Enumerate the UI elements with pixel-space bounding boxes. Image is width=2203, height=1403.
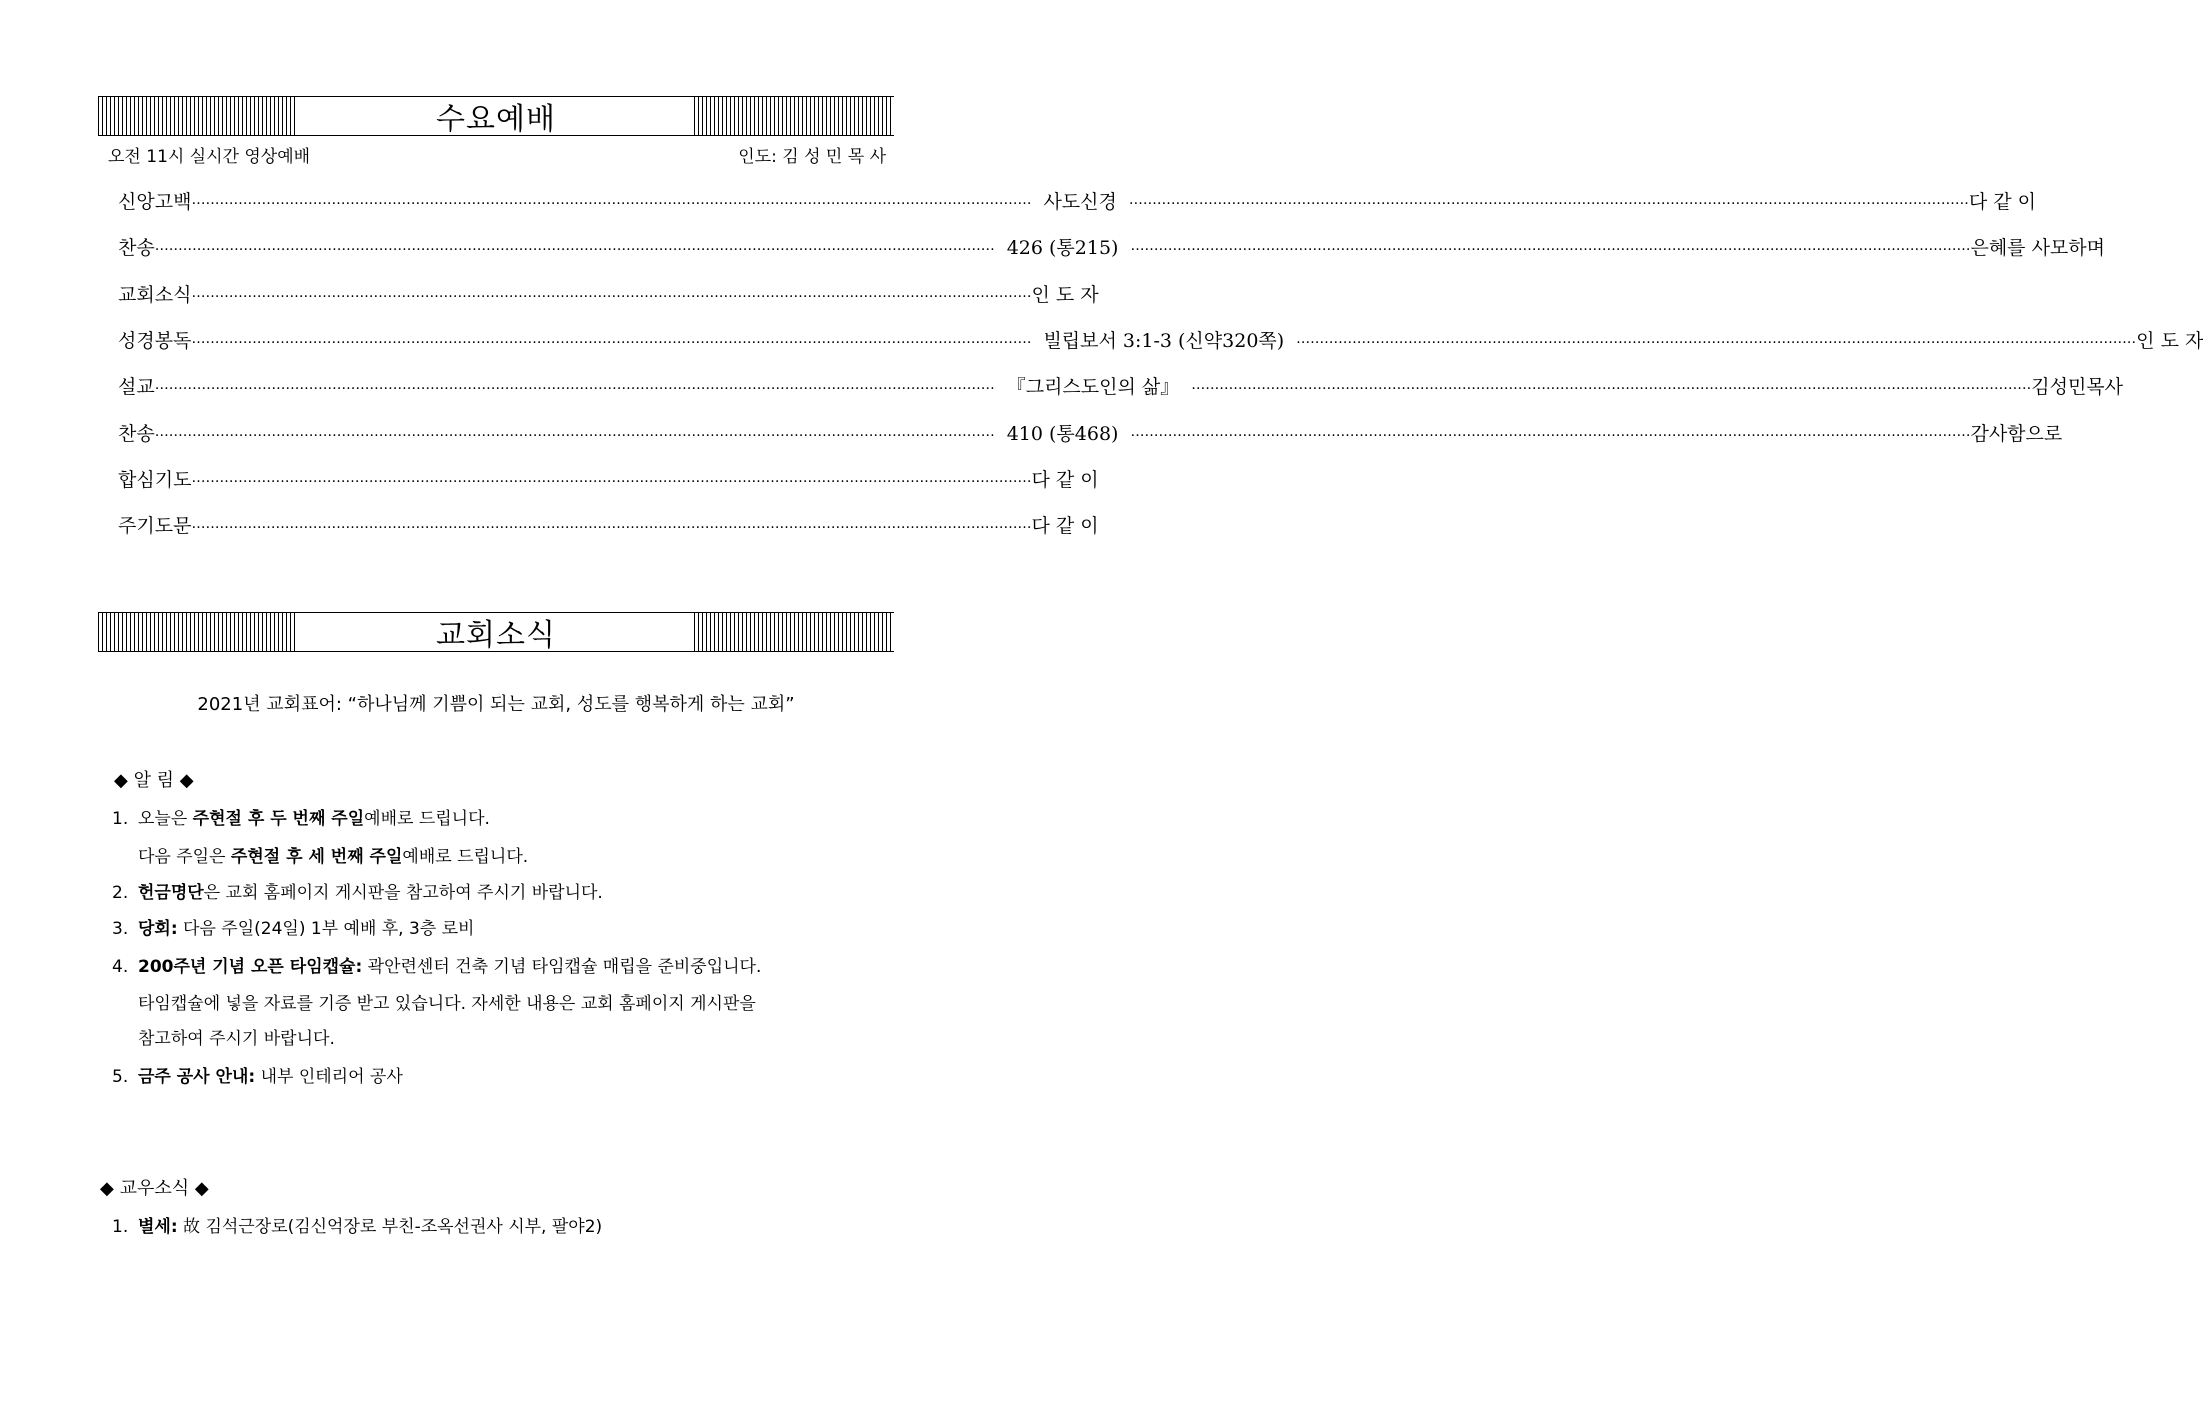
order-label: 주 기 도 문 (118, 514, 192, 537)
banner-stripes-right (694, 613, 894, 651)
worship-banner (98, 96, 894, 136)
news-title: 교회소식 (436, 618, 556, 653)
member-news-number: 1. (112, 1217, 129, 1237)
order-content: 사도신경 (1043, 190, 1117, 213)
order-content: 410 (통468) (1006, 422, 1119, 445)
order-leader-dots: ……………………………………………………………………………………………………………………………………………………………… (191, 285, 1032, 301)
notice-line (138, 989, 756, 1014)
notice-number: 3. (112, 919, 129, 939)
notice-bold-text: 주현절 후 세 번째 주일 (230, 847, 403, 867)
order-row (118, 509, 1099, 539)
notice-text: 곽안련센터 건축 기념 타임캡슐 매립을 준비중입니다. (362, 957, 762, 977)
notice-number: 5. (112, 1067, 129, 1087)
order-label: 설 교 (118, 375, 155, 398)
order-leader: 다 같 이 (1968, 190, 2037, 213)
notice-number: 4. (112, 957, 129, 977)
notice-bold-text: 200주년 기념 오픈 타임캡슐: (138, 957, 363, 977)
order-label: 합 심 기 도 (118, 468, 192, 491)
notice-text: 다음 주일(24일) 1부 예배 후, 3층 로비 (177, 919, 475, 939)
order-leader: 인 도 자 (1031, 283, 1099, 306)
member-news-text: 故 김석근장로(김신억장로 부친-조옥선권사 시부, 팔야2) (177, 1217, 603, 1237)
order-leader-dots: ……………………………………………………………………………………………………………………………………………………………… 빌립보서 3:1-3 (신약320쪽) ……………………………………………………………………………………………………………………………………………………………… (191, 326, 2136, 353)
member-news-bold-text: 별세: (138, 1217, 178, 1237)
notice-bold-text: 주현절 후 두 번째 주일 (192, 809, 365, 829)
order-leader-dots: ……………………………………………………………………………………………………………………………………………………………… 사도신경 ……………………………………………………………………………………………………………………………………………………………… (191, 187, 1968, 214)
order-label: 찬 송 (118, 236, 155, 259)
notice-line (138, 1024, 335, 1049)
order-row (118, 185, 2037, 215)
order-leader-dots: ……………………………………………………………………………………………………………………………………………………………… 426 (통215) ……………………………………………………………………………………………………………………………………………………………… (155, 233, 1971, 260)
order-label: 신 앙 고 백 (118, 190, 192, 213)
news-banner (98, 612, 894, 652)
order-leader-dots: ……………………………………………………………………………………………………………………………………………………………… (191, 470, 1032, 486)
notice-text: 내부 인테리어 공사 (255, 1067, 403, 1087)
worship-time: 오전 11시 실시간 영상예배 (108, 147, 311, 167)
order-leader: 김성민목사 (2031, 375, 2124, 398)
church-motto: 2021년 교회표어: “하나님께 기쁨이 되는 교회, 성도를 행복하게 하는 교회” (197, 694, 795, 715)
notice-line (112, 1062, 403, 1087)
notice-text: 다음 주일은 (138, 847, 231, 867)
notice-text: 예배로 드립니다. (402, 847, 529, 867)
member-news-line (112, 1212, 602, 1237)
order-row (118, 324, 2203, 354)
notice-line (112, 914, 474, 939)
order-leader-dots: ……………………………………………………………………………………………………………………………………………………………… 『그리스도인의 삶』 ……………………………………………………………………………………………………………………………………………………………… (155, 372, 2032, 399)
order-leader: 다 같 이 (1031, 514, 1099, 537)
order-leader: 인 도 자 (2136, 329, 2203, 352)
notice-line (112, 952, 761, 977)
notice-text: 예배로 드립니다. (364, 809, 490, 829)
order-leader-dots: ……………………………………………………………………………………………………………………………………………………………… 410 (통468) ……………………………………………………………………………………………………………………………………………………………… (155, 419, 1971, 446)
order-leader: 감사함으로 (1970, 422, 2063, 445)
order-label: 교 회 소 식 (118, 283, 192, 306)
order-row (118, 231, 2105, 261)
banner-stripes-right (694, 97, 894, 135)
worship-leader: 인도: 김 성 민 목 사 (738, 147, 886, 167)
notice-number: 2. (112, 883, 129, 903)
notice-text: 은 교회 홈페이지 게시판을 참고하여 주시기 바랍니다. (203, 883, 603, 903)
order-row (118, 278, 1099, 308)
notice-text: 오늘은 (138, 809, 193, 829)
notice-bold-text: 금주 공사 안내: (138, 1067, 256, 1087)
order-label: 찬 송 (118, 422, 155, 445)
notice-number: 1. (112, 809, 129, 829)
notice-header: ◆ 알 림 ◆ (114, 770, 194, 791)
order-row (118, 417, 2063, 447)
member-news-header: ◆ 교우소식 ◆ (100, 1178, 209, 1199)
order-label: 성 경 봉 독 (118, 329, 192, 352)
order-leader: 은혜를 사모하며 (1970, 236, 2105, 259)
order-leader-dots: ……………………………………………………………………………………………………………………………………………………………… (191, 516, 1032, 532)
order-content: 426 (통215) (1006, 236, 1119, 259)
order-content: 『그리스도인의 삶』 (1006, 375, 1180, 398)
order-row (118, 463, 1099, 493)
notice-text: 타임캡슐에 넣을 자료를 기증 받고 있습니다. 자세한 내용은 교회 홈페이지 게시판을 (138, 994, 756, 1014)
order-leader: 다 같 이 (1031, 468, 1099, 491)
notice-bold-text: 당회: (138, 919, 178, 939)
banner-stripes-left (98, 613, 298, 651)
notice-line (138, 842, 528, 867)
notice-line (112, 804, 490, 829)
notice-text: 참고하여 주시기 바랍니다. (138, 1029, 335, 1049)
order-content: 빌립보서 3:1-3 (신약320쪽) (1043, 329, 1285, 352)
banner-stripes-left (98, 97, 298, 135)
notice-bold-text: 헌금명단 (138, 883, 204, 903)
worship-title: 수요예배 (436, 102, 556, 137)
order-row (118, 370, 2124, 400)
notice-line (112, 878, 603, 903)
